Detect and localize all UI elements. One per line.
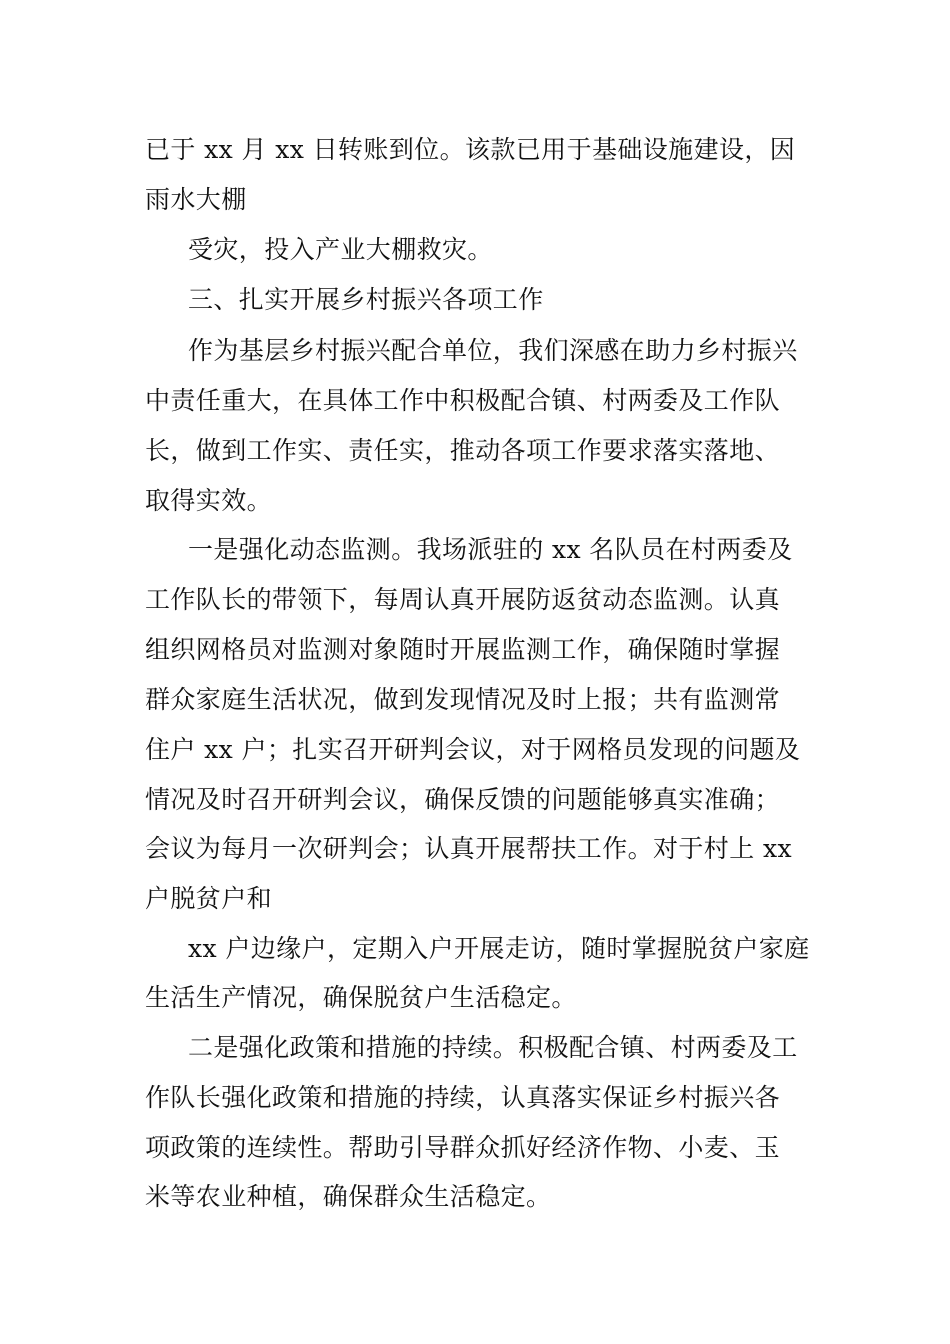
text-line: 雨水大棚 xyxy=(145,185,247,214)
text-line: 生活生产情况，确保脱贫户生活稳定。 xyxy=(145,983,577,1012)
text-line: 项政策的连续性。帮助引导群众抓好经济作物、小麦、玉 xyxy=(145,1133,781,1162)
text-line: 组织网格员对监测对象随时开展监测工作，确保随时掌握 xyxy=(145,635,781,664)
text-line: 中责任重大，在具体工作中积极配合镇、村两委及工作队 xyxy=(145,386,781,415)
text-line: 群众家庭生活状况，做到发现情况及时上报；共有监测常 xyxy=(145,685,781,714)
text-line: 取得实效。 xyxy=(145,486,273,515)
text-line: 米等农业种植，确保群众生活稳定。 xyxy=(145,1182,552,1211)
text-line: 作队长强化政策和措施的持续，认真落实保证乡村振兴各 xyxy=(145,1083,781,1112)
text-line: 已于 xx 月 xx 日转账到位。该款已用于基础设施建设，因 xyxy=(145,135,796,164)
text-line: 情况及时召开研判会议，确保反馈的问题能够真实准确； xyxy=(145,785,781,814)
text-line: 工作队长的带领下，每周认真开展防返贫动态监测。认真 xyxy=(145,585,781,614)
text-line: 长，做到工作实、责任实，推动各项工作要求落实落地、 xyxy=(145,436,781,465)
text-line: 住户 xx 户；扎实召开研判会议，对于网格员发现的问题及 xyxy=(145,735,801,764)
section-heading: 三、扎实开展乡村振兴各项工作 xyxy=(188,285,544,314)
text-line: 会议为每月一次研判会；认真开展帮扶工作。对于村上 xx xyxy=(145,834,792,863)
text-line: 作为基层乡村振兴配合单位，我们深感在助力乡村振兴 xyxy=(188,336,798,365)
text-line: xx 户边缘户，定期入户开展走访，随时掌握脱贫户家庭 xyxy=(188,934,810,963)
text-line: 二是强化政策和措施的持续。积极配合镇、村两委及工 xyxy=(188,1033,798,1062)
text-line: 一是强化动态监测。我场派驻的 xx 名队员在村两委及 xyxy=(188,535,793,564)
text-line: 户脱贫户和 xyxy=(145,884,273,913)
text-line: 受灾，投入产业大棚救灾。 xyxy=(188,235,493,264)
